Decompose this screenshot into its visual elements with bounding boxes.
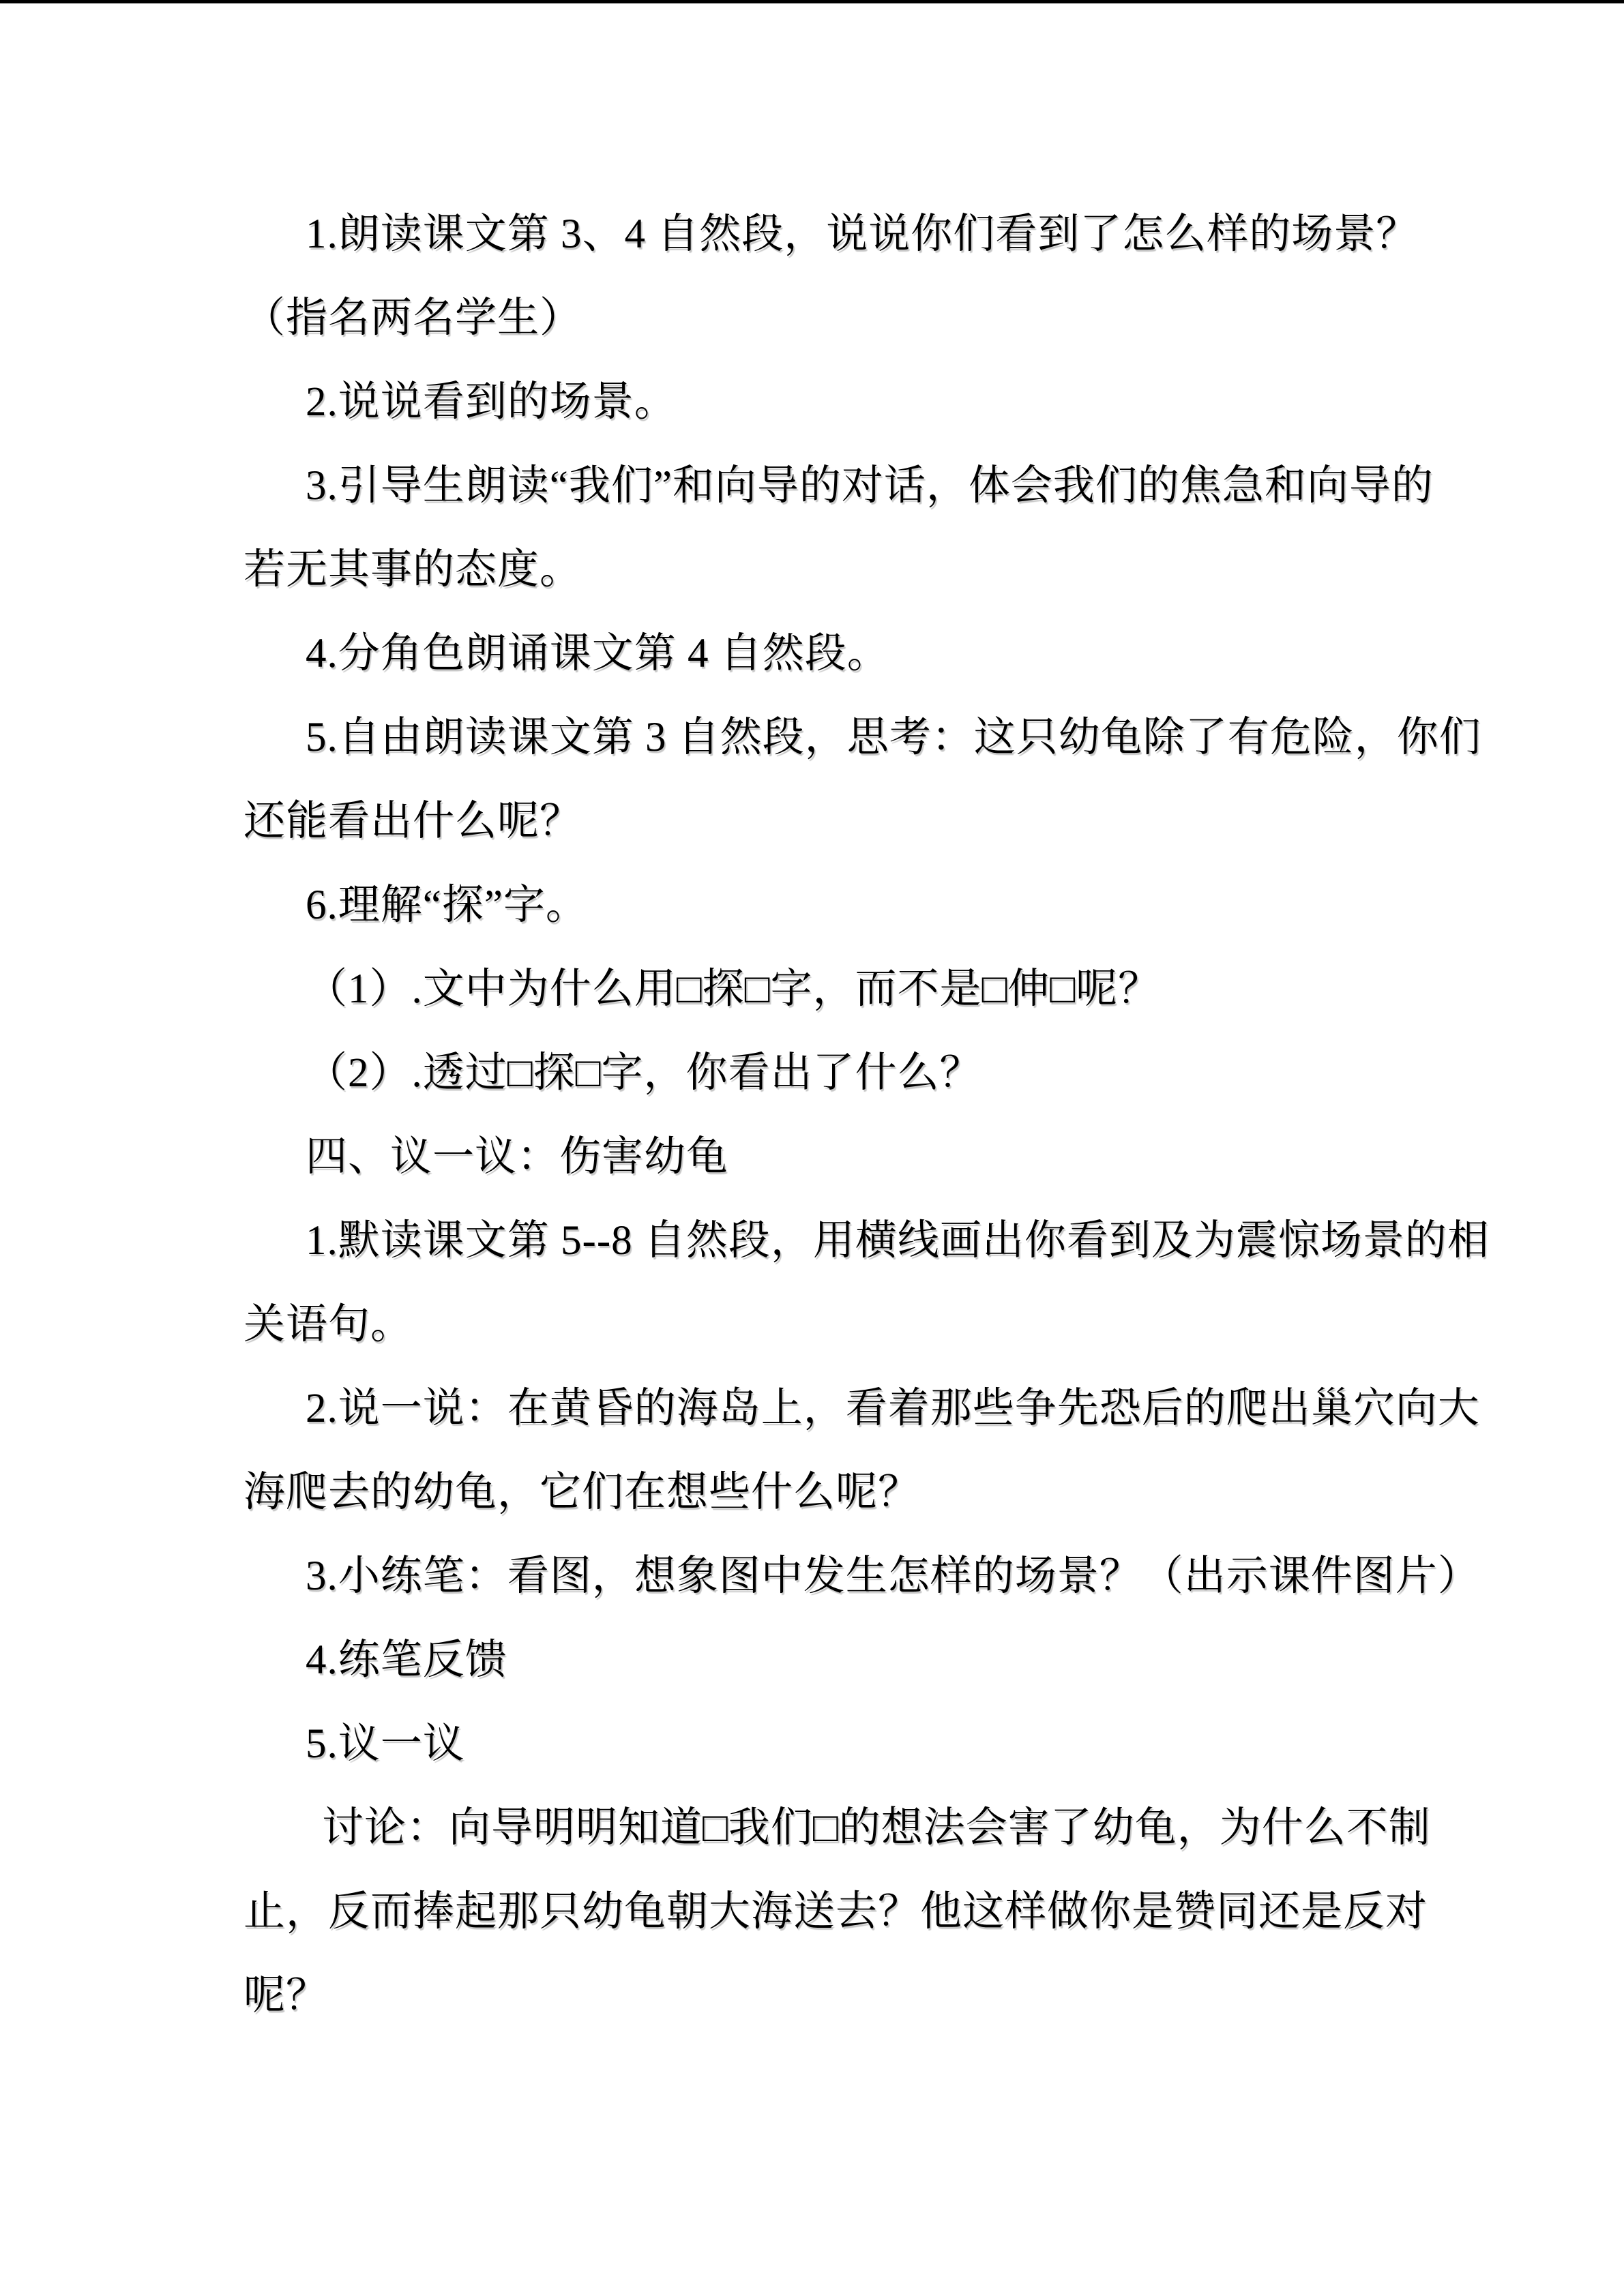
text-line: 2.说一说：在黄昏的海岛上，看着那些争先恐后的爬出巢穴向大 — [306, 1386, 1480, 1431]
text-line: 2.说说看到的场景。 — [306, 379, 677, 425]
text-line: 海爬去的幼龟，它们在想些什么呢？ — [243, 1470, 921, 1515]
text-line: 3.小练笔：看图，想象图中发生怎样的场景？（出示课件图片） — [306, 1553, 1480, 1599]
text-line: 还能看出什么呢？ — [243, 799, 582, 844]
text-line: （指名两名学生） — [243, 295, 582, 341]
text-line: 四、议一议：伤害幼龟 — [306, 1134, 729, 1180]
text-line: 4.练笔反馈 — [306, 1637, 507, 1683]
text-line: 1.朗读课文第 3、4 自然段，说说你们看到了怎么样的场景？ — [306, 211, 1419, 257]
document-body — [243, 192, 1490, 2038]
text-line: 若无其事的态度。 — [243, 547, 582, 593]
text-line: 讨论：向导明明知道□我们□的想法会害了幼龟，为什么不制 — [322, 1805, 1431, 1851]
text-line: （1）.文中为什么用□探□字，而不是□伸□呢？ — [306, 966, 1161, 1012]
page-top-border — [0, 0, 1624, 3]
text-line: （2）.透过□探□字，你看出了什么？ — [306, 1050, 982, 1096]
text-line: 关语句。 — [243, 1302, 413, 1347]
text-line: 4.分角色朗诵课文第 4 自然段。 — [306, 631, 889, 676]
text-line: 5.议一议 — [306, 1721, 465, 1767]
text-line: 止，反而捧起那只幼龟朝大海送去？他这样做你是赞同还是反对 — [243, 1889, 1428, 1935]
text-line: 呢？ — [243, 1973, 329, 2018]
text-line: 6.理解“探”字。 — [306, 882, 588, 928]
text-line: 5.自由朗读课文第 3 自然段，思考：这只幼龟除了有危险，你们 — [306, 715, 1481, 760]
text-line: 3.引导生朗读“我们”和向导的对话，体会我们的焦急和向导的 — [306, 463, 1434, 509]
text-line: 1.默读课文第 5--8 自然段，用横线画出你看到及为震惊场景的相 — [306, 1218, 1490, 1264]
